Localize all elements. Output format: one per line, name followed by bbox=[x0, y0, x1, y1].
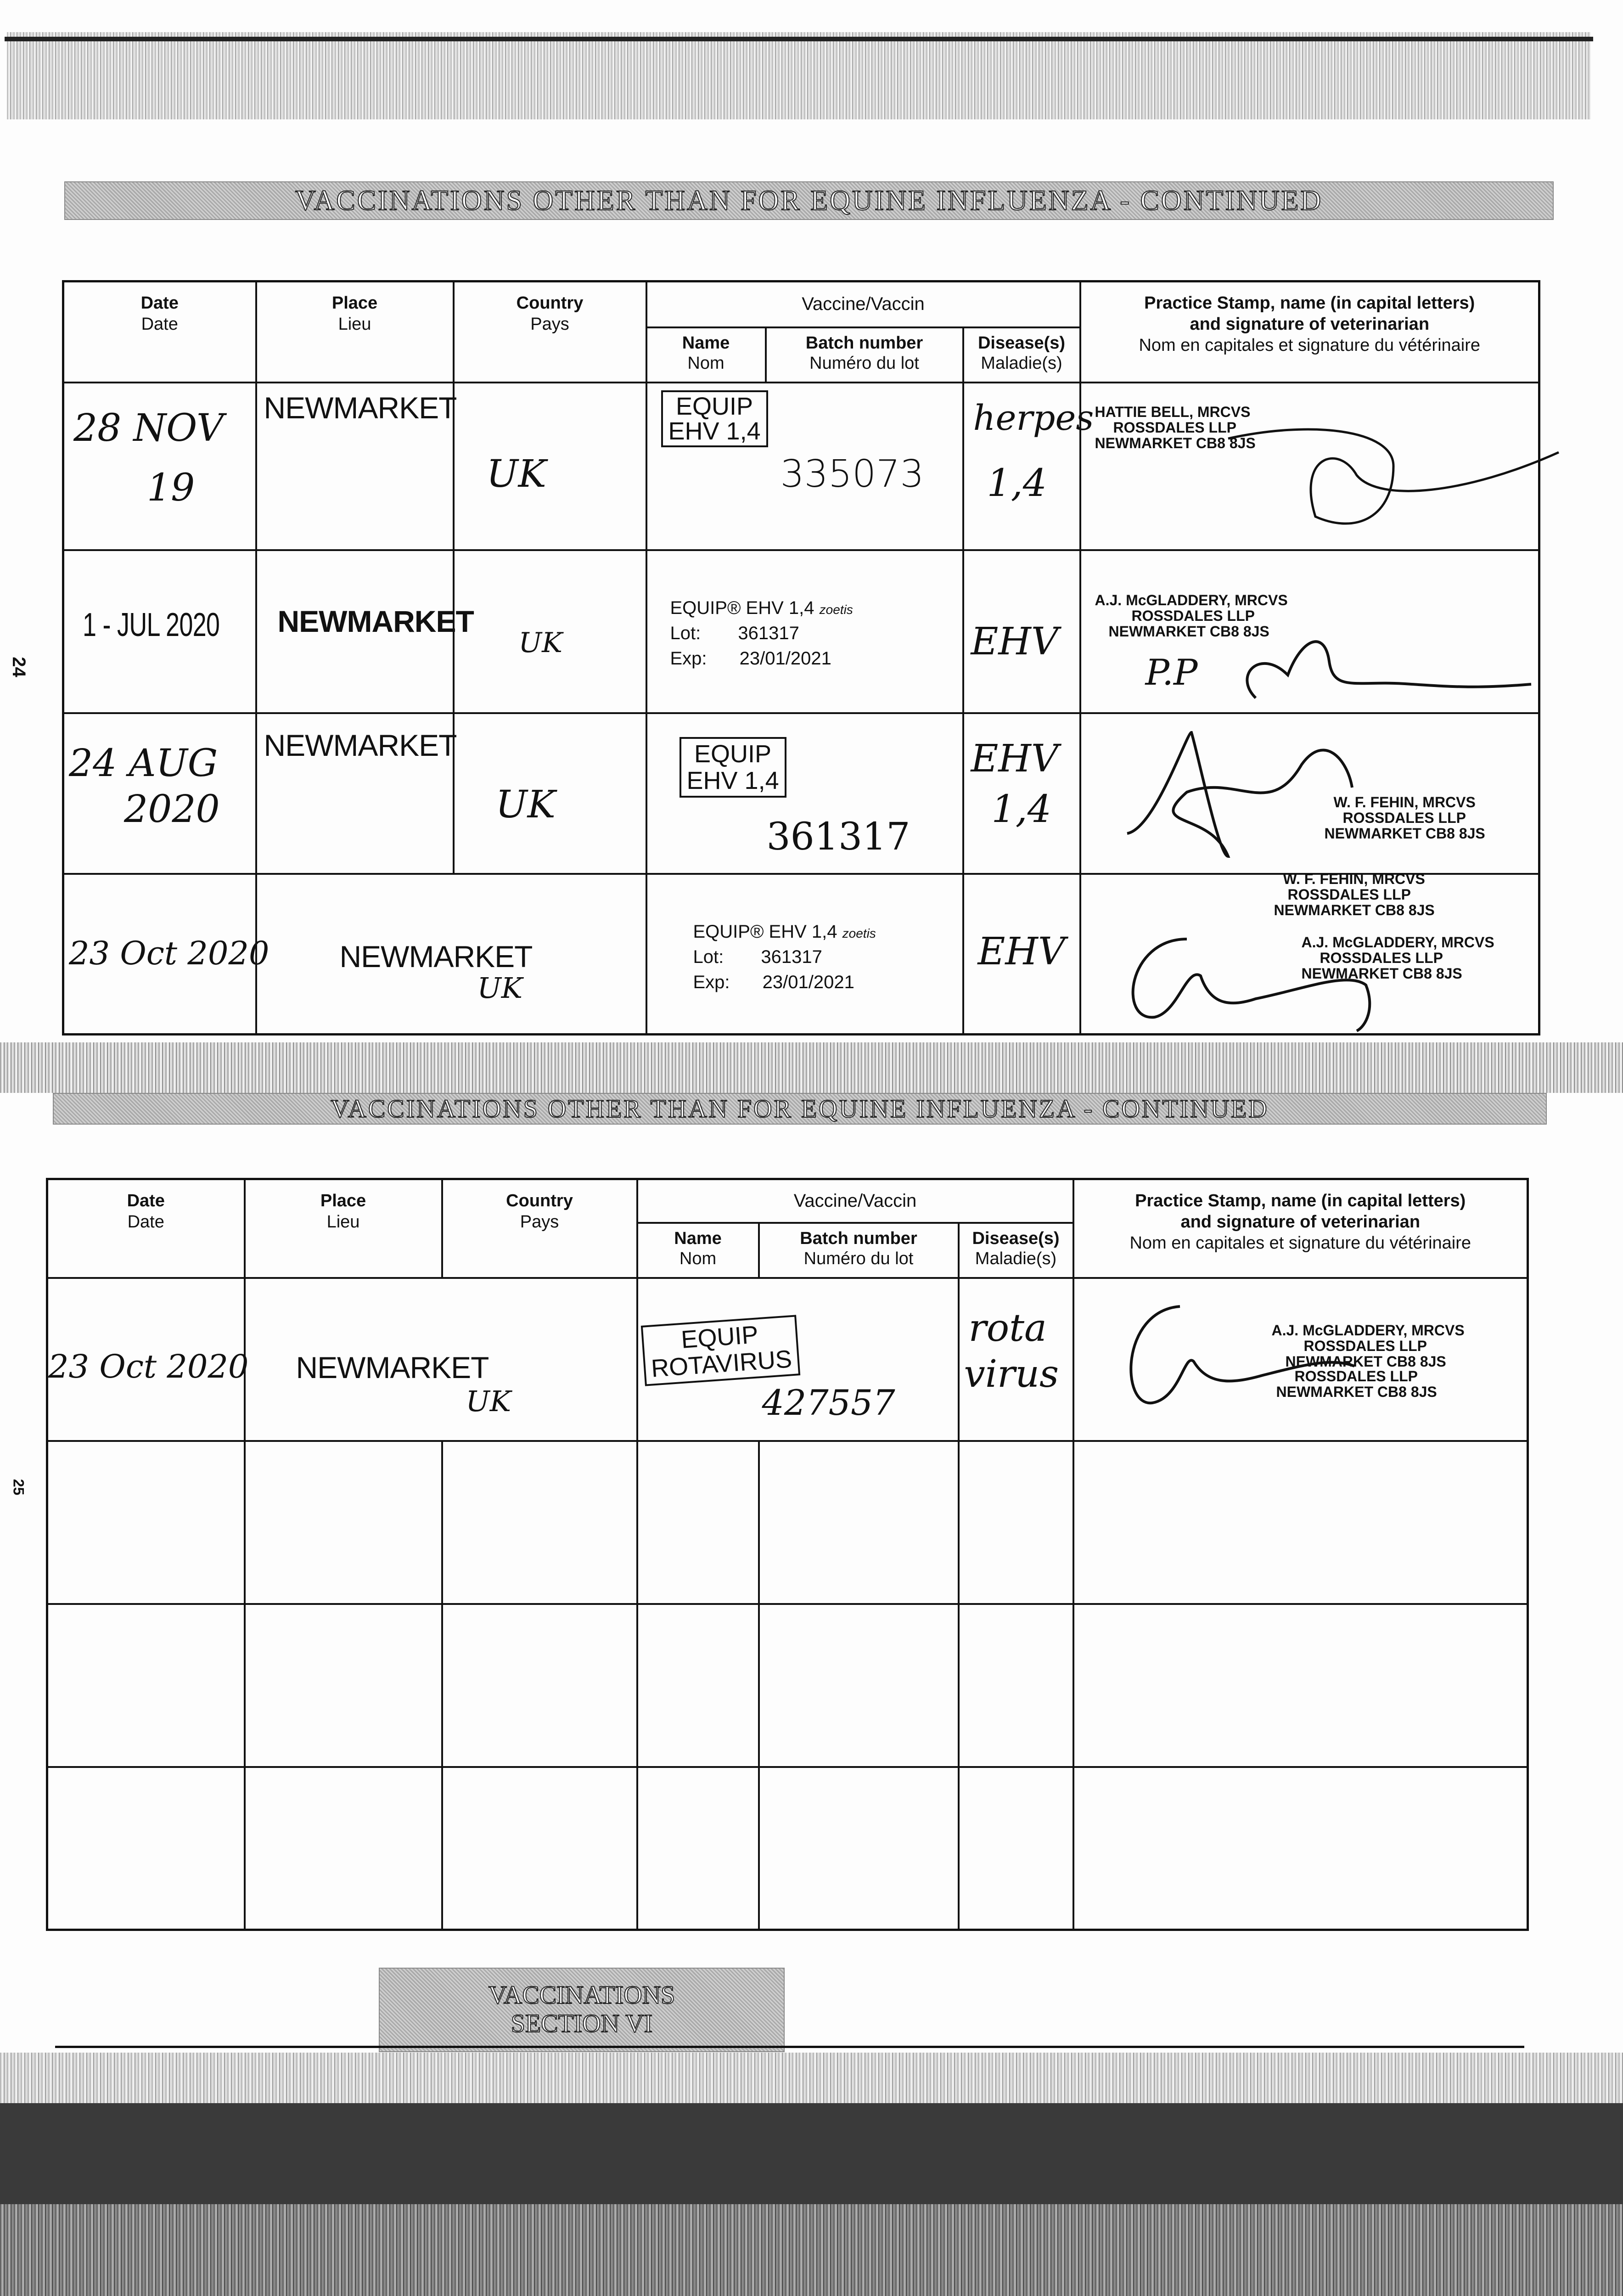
cell-place-country bbox=[245, 1278, 637, 1441]
cell-date bbox=[63, 874, 270, 1035]
date-text: 24 AUG bbox=[69, 741, 218, 785]
header-batch: Batch number Numéro du lot bbox=[759, 1223, 959, 1278]
batch-text: 427557 bbox=[762, 1382, 895, 1423]
scan-noise-middle bbox=[0, 1042, 1623, 1093]
header-disease: Disease(s) Maladie(s) bbox=[963, 327, 1080, 383]
cell-place bbox=[256, 713, 457, 874]
empty-cell bbox=[759, 1604, 959, 1767]
date-text: 23 Oct 2020 bbox=[48, 1347, 249, 1385]
vaccine-name-stamp: EQUIP EHV 1,4 bbox=[680, 737, 786, 798]
empty-cell bbox=[442, 1604, 637, 1767]
table-row bbox=[63, 550, 1539, 713]
empty-cell bbox=[637, 1441, 759, 1604]
initials-text: P.P bbox=[1145, 652, 1198, 693]
header-vaccine: Vaccine/Vaccin bbox=[637, 1179, 1073, 1223]
header-name: Name Nom bbox=[646, 327, 766, 383]
disease-text: EHV bbox=[971, 737, 1059, 781]
vaccine-product-label: EQUIP® EHV 1,4 zoetis bbox=[670, 597, 853, 618]
header-date: Date Date bbox=[63, 281, 256, 383]
vet-stamp: A.J. McGLADDERY, MRCVS ROSSDALES LLP NEWMARKET CB8 8JS bbox=[1271, 1322, 1465, 1370]
header-disease: Disease(s) Maladie(s) bbox=[959, 1223, 1073, 1278]
empty-cell bbox=[959, 1767, 1073, 1930]
vaccine-product-label: EQUIP® EHV 1,4 zoetis bbox=[693, 921, 876, 942]
place-text: NEWMARKET bbox=[339, 939, 533, 974]
cell-vaccine-label bbox=[646, 874, 963, 1035]
vaccine-name-stamp: EQUIP ROTAVIRUS bbox=[640, 1315, 800, 1386]
section-subtitle: SECTION VI bbox=[511, 2009, 653, 2038]
cell-vet bbox=[1080, 870, 1539, 1035]
place-text: NEWMARKET bbox=[264, 728, 457, 762]
exp-label: Exp: 23/01/2021 bbox=[670, 648, 831, 669]
cell-country bbox=[454, 383, 646, 550]
disease-text: rota bbox=[968, 1306, 1047, 1350]
page-number: 25 bbox=[10, 1479, 27, 1496]
header-country: Country Pays bbox=[454, 281, 646, 383]
cell-disease bbox=[963, 874, 1080, 1035]
lot-label: Lot: 361317 bbox=[693, 946, 822, 967]
cell-place bbox=[256, 550, 474, 713]
date-text: 28 NOV bbox=[73, 406, 224, 450]
section-title: VACCINATIONS bbox=[488, 1981, 675, 2010]
empty-cell bbox=[1073, 1604, 1528, 1767]
signature-image bbox=[1219, 620, 1540, 712]
date-text: 1 - JUL 2020 bbox=[83, 606, 220, 643]
country-text: UK bbox=[466, 1384, 511, 1418]
page-number: 24 bbox=[8, 657, 29, 677]
empty-cell bbox=[759, 1767, 959, 1930]
header-vet: Practice Stamp, name (in capital letters) and signature of veterinarian Nom en capitales et signature du vétérinaire bbox=[1073, 1179, 1528, 1278]
country-text: UK bbox=[477, 971, 523, 1005]
cell-name-batch bbox=[646, 713, 963, 874]
cell-disease bbox=[959, 1278, 1073, 1441]
vet-stamp: ROSSDALES LLP NEWMARKET CB8 8JS bbox=[1276, 1367, 1437, 1400]
empty-cell bbox=[47, 1767, 245, 1930]
empty-cell bbox=[959, 1441, 1073, 1604]
header-vaccine: Vaccine/Vaccin bbox=[646, 281, 1080, 327]
vet-stamp: A.J. McGLADDERY, MRCVS ROSSDALES LLP NEWMARKET CB8 8JS bbox=[1301, 934, 1494, 982]
vet-stamp: HATTIE BELL, MRCVS ROSSDALES LLP NEWMARKET CB8 8JS bbox=[1095, 403, 1256, 451]
empty-cell bbox=[637, 1604, 759, 1767]
empty-cell bbox=[47, 1441, 245, 1604]
cell-vet bbox=[1080, 713, 1539, 874]
table-row bbox=[47, 1767, 1528, 1930]
table-row bbox=[63, 713, 1539, 874]
cell-vaccine-label bbox=[646, 550, 963, 713]
cell-date bbox=[47, 1278, 249, 1441]
scan-noise-bottom bbox=[0, 2053, 1623, 2296]
cell-country bbox=[454, 550, 646, 713]
empty-cell bbox=[1073, 1441, 1528, 1604]
date-text: 23 Oct 2020 bbox=[69, 934, 270, 972]
date-text: 19 bbox=[147, 466, 195, 510]
place-text: NEWMARKET bbox=[264, 390, 457, 425]
disease-text: herpes bbox=[973, 397, 1094, 438]
empty-cell bbox=[245, 1767, 442, 1930]
batch-text: 335073 bbox=[780, 452, 924, 496]
cell-disease bbox=[963, 383, 1094, 550]
empty-cell bbox=[442, 1767, 637, 1930]
banner-title: VACCINATIONS OTHER THAN FOR EQUINE INFLUENZA - CONTINUED bbox=[295, 185, 1323, 216]
date-text: 2020 bbox=[124, 787, 220, 831]
disease-text: 1,4 bbox=[991, 787, 1051, 831]
table-row bbox=[47, 1441, 1528, 1604]
section-banner-bottom bbox=[53, 1093, 1547, 1125]
cell-date bbox=[63, 383, 256, 550]
empty-cell bbox=[1073, 1767, 1528, 1930]
vaccination-table-1 bbox=[62, 280, 1540, 1035]
cell-vet bbox=[1080, 383, 1539, 550]
place-text: NEWMARKET bbox=[277, 604, 474, 638]
vet-stamp: W. F. FEHIN, MRCVS ROSSDALES LLP NEWMARKET CB8 8JS bbox=[1324, 793, 1485, 842]
scan-edge-line bbox=[5, 37, 1593, 41]
cell-name-batch bbox=[637, 1278, 959, 1441]
signature-image bbox=[1118, 719, 1357, 870]
batch-text: 361317 bbox=[766, 815, 910, 859]
banner-title: VACCINATIONS OTHER THAN FOR EQUINE INFLUENZA - CONTINUED bbox=[331, 1094, 1269, 1123]
empty-cell bbox=[637, 1767, 759, 1930]
signature-image bbox=[1109, 921, 1421, 1035]
cell-place-country bbox=[256, 874, 646, 1035]
place-text: NEWMARKET bbox=[296, 1350, 489, 1384]
header-vet: Practice Stamp, name (in capital letters) and signature of veterinarian Nom en capitales et signature du vétérinaire bbox=[1080, 281, 1539, 383]
exp-label: Exp: 23/01/2021 bbox=[693, 972, 854, 992]
cell-date bbox=[63, 550, 256, 713]
header-place: Place Lieu bbox=[245, 1179, 442, 1278]
header-place: Place Lieu bbox=[256, 281, 454, 383]
country-text: UK bbox=[495, 782, 556, 827]
disease-text: EHV bbox=[971, 619, 1059, 664]
empty-cell bbox=[959, 1604, 1073, 1767]
cell-disease bbox=[963, 713, 1080, 874]
scan-noise-top bbox=[7, 32, 1591, 119]
section-tab bbox=[379, 1968, 785, 2052]
signature-image bbox=[1219, 411, 1568, 540]
cell-date bbox=[63, 713, 256, 874]
cell-place bbox=[256, 383, 457, 550]
empty-cell bbox=[47, 1604, 245, 1767]
empty-cell bbox=[245, 1604, 442, 1767]
table-row bbox=[63, 874, 1539, 1035]
vet-stamp: W. F. FEHIN, MRCVS ROSSDALES LLP NEWMARKET CB8 8JS bbox=[1274, 870, 1435, 918]
header-batch: Batch number Numéro du lot bbox=[766, 327, 963, 383]
vaccine-name-stamp: EQUIP EHV 1,4 bbox=[661, 390, 768, 447]
cell-vet bbox=[1080, 550, 1539, 713]
header-name: Name Nom bbox=[637, 1223, 759, 1278]
disease-text: EHV bbox=[977, 929, 1066, 974]
cell-name-batch bbox=[646, 383, 963, 550]
header-date: Date Date bbox=[47, 1179, 245, 1278]
cell-vet bbox=[1073, 1278, 1528, 1441]
header-country: Country Pays bbox=[442, 1179, 637, 1278]
disease-text: virus bbox=[964, 1352, 1059, 1396]
empty-cell bbox=[759, 1441, 959, 1604]
country-text: UK bbox=[518, 626, 562, 659]
table-row bbox=[47, 1278, 1528, 1441]
section-banner-top bbox=[64, 181, 1554, 220]
vaccination-table-2 bbox=[46, 1178, 1529, 1931]
empty-cell bbox=[245, 1441, 442, 1604]
divider bbox=[55, 2046, 1524, 2048]
lot-label: Lot: 361317 bbox=[670, 623, 799, 643]
disease-text: 1,4 bbox=[987, 461, 1047, 505]
cell-country bbox=[454, 713, 646, 874]
country-text: UK bbox=[486, 452, 546, 496]
vet-stamp: A.J. McGLADDERY, MRCVS ROSSDALES LLP NEWMARKET CB8 8JS bbox=[1095, 591, 1288, 640]
table-row bbox=[47, 1604, 1528, 1767]
empty-cell bbox=[442, 1441, 637, 1604]
cell-disease bbox=[963, 550, 1080, 713]
table-row bbox=[63, 383, 1539, 550]
